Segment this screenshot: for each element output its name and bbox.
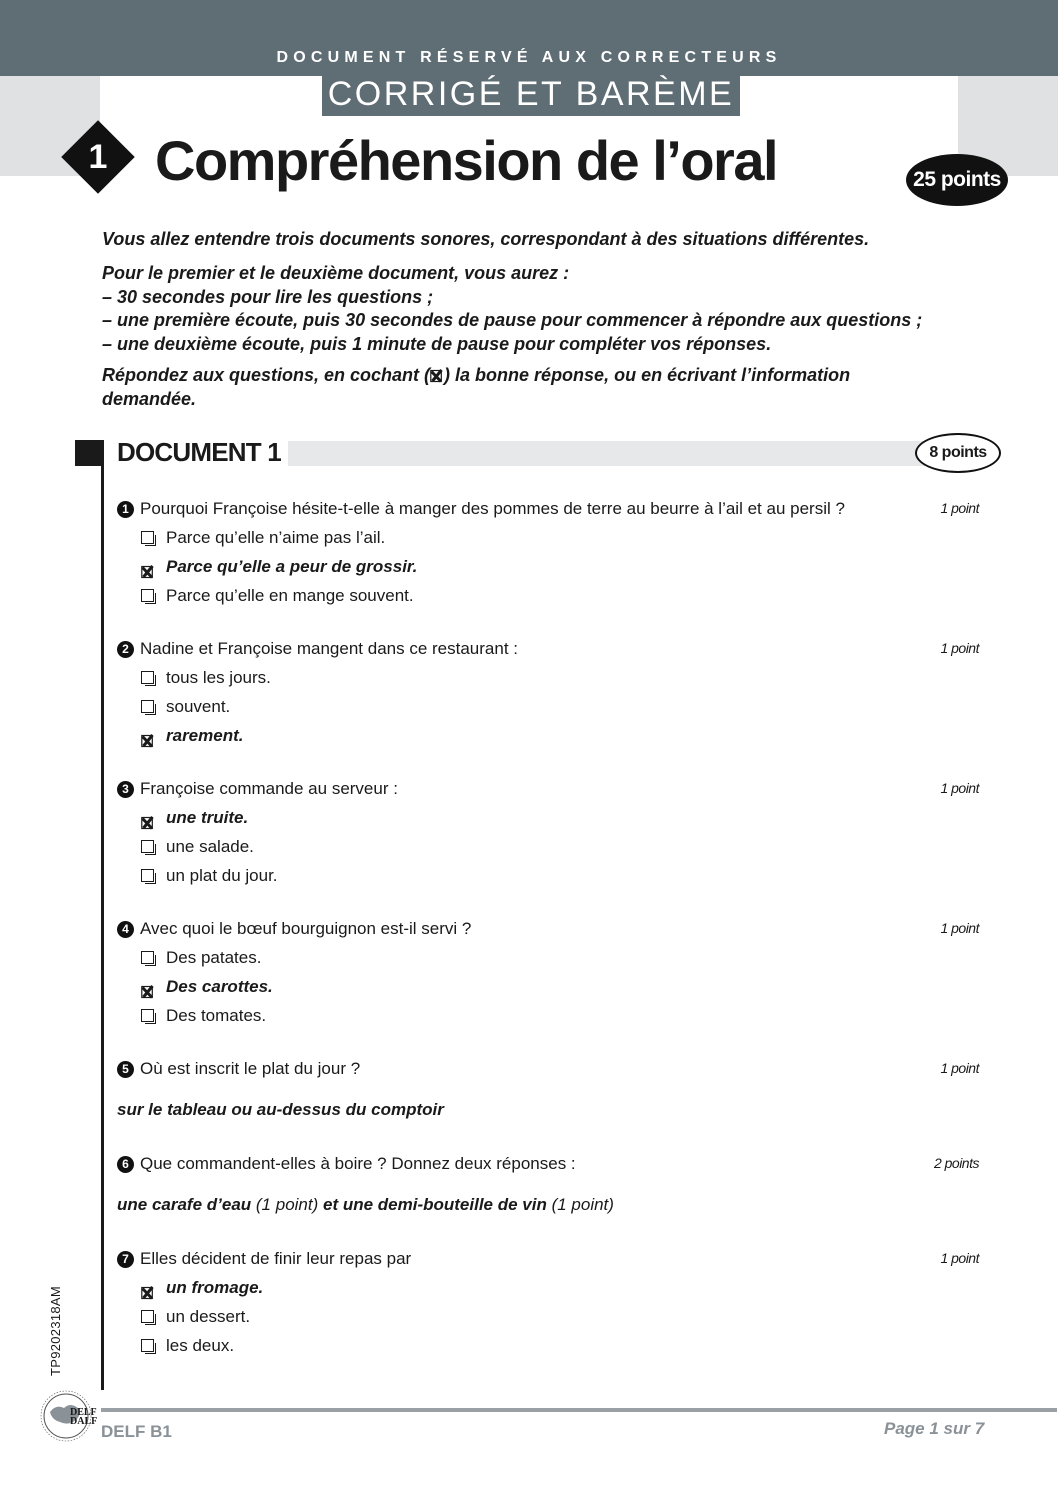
checked-box-icon	[141, 728, 155, 743]
answer-option	[117, 581, 987, 610]
answer-option	[117, 721, 987, 750]
delf-dalf-logo	[38, 1388, 98, 1444]
question-points: 1 point	[940, 780, 979, 796]
checked-box-icon	[141, 979, 155, 994]
instructions-timing	[102, 262, 1002, 356]
question-6	[117, 1149, 987, 1219]
answer-option	[117, 1331, 987, 1360]
written-answer-part: une carafe d’eau	[117, 1195, 252, 1214]
answer-option	[117, 692, 987, 721]
question-1	[117, 494, 987, 610]
question-number-badge: 4	[117, 921, 134, 938]
answer-option	[117, 832, 987, 861]
question-text: Avec quoi le bœuf bourguignon est-il servi ?	[140, 919, 472, 938]
footer-exam-label: DELF B1	[101, 1422, 172, 1441]
answer-option-label: Parce qu’elle n’aime pas l’ail.	[166, 528, 386, 547]
question-number-badge: 7	[117, 1251, 134, 1268]
instructions-intro: Vous allez entendre trois documents sonores, correspondant à des situations différentes.	[102, 229, 870, 249]
reserved-notice: DOCUMENT RÉSERVÉ AUX CORRECTEURS	[276, 49, 782, 66]
question-text: Où est inscrit le plat du jour ?	[140, 1059, 361, 1078]
checkbox-icon	[141, 869, 154, 882]
answer-option-label: Des patates.	[166, 948, 262, 967]
logo-text-delf: DELF	[70, 1407, 97, 1418]
question-text: Nadine et Françoise mangent dans ce restaurant :	[140, 639, 518, 658]
question-points: 2 points	[933, 1155, 979, 1171]
question-2	[117, 634, 987, 750]
answer-option-label: une truite.	[166, 808, 249, 827]
question-text: Françoise commande au serveur :	[140, 779, 398, 798]
answer-option-label: un dessert.	[166, 1307, 251, 1326]
instructions-timing-line: Pour le premier et le deuxième document, vous aurez :	[102, 263, 570, 283]
answer-option-label: Parce qu’elle en mange souvent.	[166, 586, 414, 605]
instructions-timing-line: – une première écoute, puis 30 secondes de pause pour commencer à répondre aux questions ;	[102, 310, 923, 330]
answer-option-label: une salade.	[166, 837, 254, 856]
answer-option	[117, 861, 987, 890]
checkbox-icon	[141, 1310, 154, 1323]
instructions	[102, 228, 1002, 252]
checked-box-icon	[141, 559, 155, 574]
question-number-badge: 6	[117, 1156, 134, 1173]
question-3	[117, 774, 987, 890]
question-text: Pourquoi Françoise hésite-t-elle à manger des pommes de terre au beurre à l’ail et au persil ?	[140, 499, 845, 518]
question-points: 1 point	[940, 920, 979, 936]
checked-box-icon	[141, 810, 155, 825]
section-number: 1	[88, 138, 108, 176]
answer-option	[117, 1302, 987, 1331]
answer-option-label: Des tomates.	[166, 1006, 267, 1025]
section-title: Compréhension de l’oral	[155, 129, 778, 192]
answer-option	[117, 1273, 987, 1302]
checkbox-icon	[141, 951, 154, 964]
document-code: TP9202318AM	[48, 1285, 63, 1376]
written-answer: sur le tableau ou au-dessus du comptoir	[117, 1100, 444, 1119]
footer-rule	[101, 1408, 1057, 1412]
instructions-answer-line2: demandée.	[102, 388, 197, 409]
answer-option-label: Parce qu’elle a peur de grossir.	[166, 557, 418, 576]
instructions-answer	[102, 364, 1002, 411]
footer-page-number: Page 1 sur 7	[884, 1419, 985, 1438]
answer-option	[117, 523, 987, 552]
question-line	[117, 494, 987, 523]
written-answer-part: (1 point)	[251, 1195, 323, 1214]
checkbox-icon	[141, 1339, 154, 1352]
question-text: Que commandent-elles à boire ? Donnez deux réponses :	[140, 1154, 576, 1173]
question-points: 1 point	[940, 500, 979, 516]
document-title-band	[288, 441, 944, 466]
answer-option-label: rarement.	[166, 726, 244, 745]
question-line	[117, 1149, 987, 1178]
answer-option-label: souvent.	[166, 697, 231, 716]
instructions-timing-line: – 30 secondes pour lire les questions ;	[102, 286, 434, 307]
instructions-timing-line: – une deuxième écoute, puis 1 minute de pause pour compléter vos réponses.	[102, 333, 772, 354]
document-title: DOCUMENT 1	[117, 437, 281, 467]
question-line	[117, 634, 987, 663]
question-points: 1 point	[940, 1060, 979, 1076]
checkbox-icon	[141, 589, 154, 602]
logo-text-dalf: DALF	[70, 1416, 98, 1427]
written-answer-part: et une demi-bouteille de vin	[322, 1195, 547, 1214]
checkbox-icon	[141, 1009, 154, 1022]
answer-option-label: les deux.	[166, 1336, 235, 1355]
checked-box-icon	[141, 1280, 155, 1295]
question-7	[117, 1244, 987, 1360]
question-number-badge: 2	[117, 641, 134, 658]
answer-option	[117, 552, 987, 581]
question-number-badge: 5	[117, 1061, 134, 1078]
instructions-answer-line1: Répondez aux questions, en cochant ( ) la bonne réponse, ou en écrivant l’information	[102, 365, 851, 385]
checkmark-icon	[430, 366, 444, 381]
question-4	[117, 914, 987, 1030]
checkbox-icon	[141, 700, 154, 713]
answer-option-label: tous les jours.	[166, 668, 271, 687]
document-points-badge: 8 points	[915, 433, 1001, 473]
question-line	[117, 1054, 987, 1083]
question-number-badge: 3	[117, 781, 134, 798]
checkbox-icon	[141, 840, 154, 853]
checkbox-icon	[141, 671, 154, 684]
answer-option-label: un plat du jour.	[166, 866, 278, 885]
answer-option	[117, 663, 987, 692]
checkbox-icon	[141, 531, 154, 544]
answer-option	[117, 943, 987, 972]
question-points: 1 point	[940, 1250, 979, 1266]
document-side-rule	[101, 440, 104, 1390]
question-line	[117, 1244, 987, 1273]
answer-option	[117, 1001, 987, 1030]
question-5	[117, 1054, 987, 1124]
document-marker	[75, 440, 101, 466]
answer-option-label: un fromage.	[166, 1278, 264, 1297]
question-points: 1 point	[940, 640, 979, 656]
question-text: Elles décident de finir leur repas par	[140, 1249, 412, 1268]
answer-key-title: CORRIGÉ ET BARÈME	[322, 72, 740, 116]
question-line	[117, 774, 987, 803]
written-answer	[117, 1190, 987, 1219]
question-number-badge: 1	[117, 501, 134, 518]
answer-option	[117, 803, 987, 832]
answer-option	[117, 972, 987, 1001]
written-answer-part: (1 point)	[546, 1195, 614, 1214]
section-points-badge: 25 points	[906, 154, 1008, 206]
answer-option-label: Des carottes.	[166, 977, 273, 996]
question-line	[117, 914, 987, 943]
